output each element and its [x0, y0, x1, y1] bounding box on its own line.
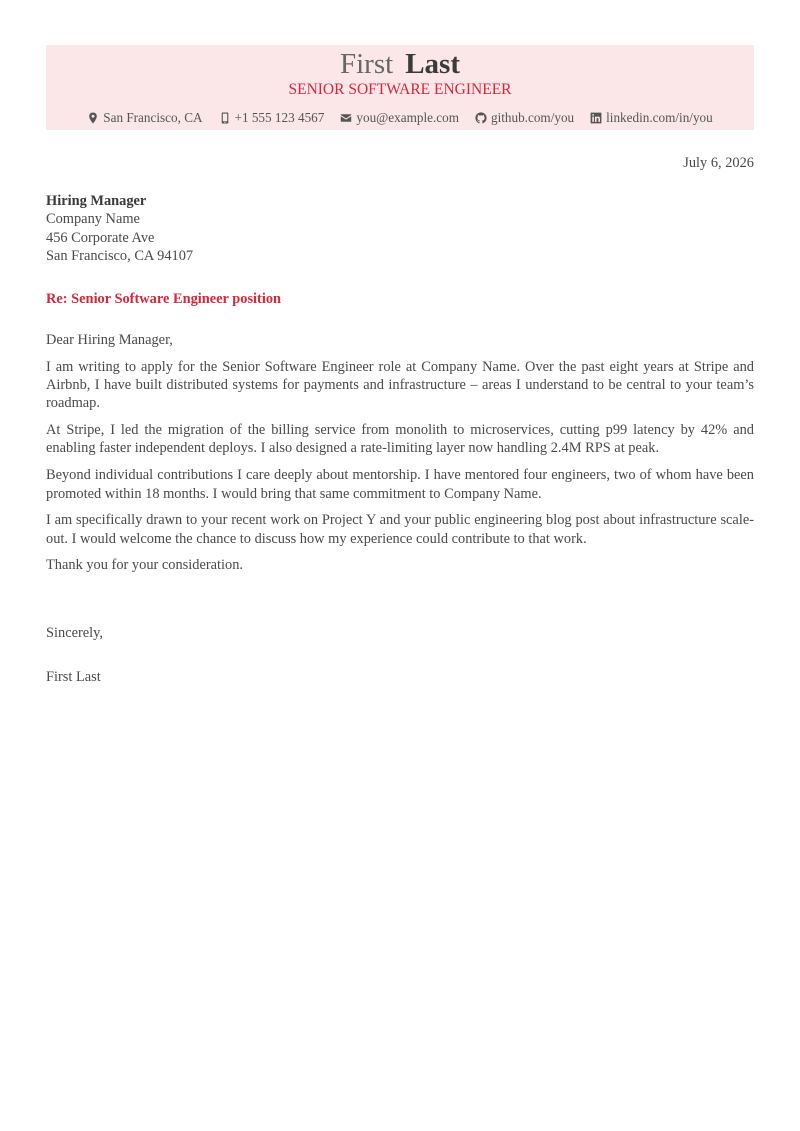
letter-closing: Sincerely,: [46, 625, 104, 641]
letter-signature: First Last: [46, 669, 101, 685]
map-marker-icon: [87, 112, 99, 124]
last-name: Last: [405, 48, 460, 80]
mobile-phone-icon: [219, 112, 231, 124]
linkedin-icon: [590, 112, 602, 124]
envelope-icon: [340, 112, 352, 124]
contact-github[interactable]: [475, 110, 574, 126]
contact-github-text[interactable]: github.com/you: [490, 110, 575, 125]
position-title: SENIOR SOFTWARE ENGINEER: [288, 81, 512, 98]
contact-email-text[interactable]: you@example.com: [356, 110, 459, 125]
body-paragraph: Thank you for your consideration.: [46, 557, 244, 574]
body-paragraph: I am specifically drawn to your recent work on Project Y and your public engineering blog post about infrastructure scale-out. I would welcome the chance to discuss how my experience could contribute to that work.: [46, 512, 754, 547]
body-paragraph: Beyond individual contributions I care deeply about mentorship. I have mentored four engineers, two of whom have been promoted within 18 months. I would bring that same commitment to Company Name.: [46, 467, 754, 502]
contact-phone: [219, 110, 325, 126]
contact-info-bar: [46, 107, 754, 129]
applicant-name: [46, 47, 754, 81]
body-paragraph: At Stripe, I led the migration of the billing service from monolith to microservices, cutting p99 latency by 42% and enabling faster independent deploys. I also designed a rate-limiting layer now handling 2.4M RPS at peak.: [46, 422, 754, 457]
salutation: Dear Hiring Manager,: [46, 332, 173, 348]
recipient-company: Company Name: [46, 211, 140, 228]
contact-location-text: San Francisco, CA: [103, 110, 203, 125]
letter-date: July 6, 2026: [683, 155, 754, 171]
recipient-address: [46, 192, 754, 266]
recipient-name: Hiring Manager: [46, 193, 147, 209]
recipient-city: San Francisco, CA 94107: [46, 248, 194, 265]
contact-location: [87, 110, 202, 126]
contact-phone-text: +1 555 123 4567: [234, 110, 325, 125]
contact-linkedin-text[interactable]: linkedin.com/in/you: [606, 110, 713, 125]
github-icon: [475, 112, 487, 124]
letter-header: [46, 45, 754, 130]
recipient-street: 456 Corporate Ave: [46, 229, 155, 246]
letter-body: [46, 331, 754, 583]
body-paragraph: I am writing to apply for the Senior Software Engineer role at Company Name. Over the past eight years at Stripe and Airbnb, I have built distributed systems for payments and infrastructure – areas I understand to be central to your team’s roadmap.: [46, 358, 754, 412]
letter-subject: Re: Senior Software Engineer position: [46, 291, 282, 307]
contact-linkedin[interactable]: [590, 110, 713, 126]
first-name: First: [340, 48, 394, 80]
contact-email[interactable]: [340, 110, 459, 126]
